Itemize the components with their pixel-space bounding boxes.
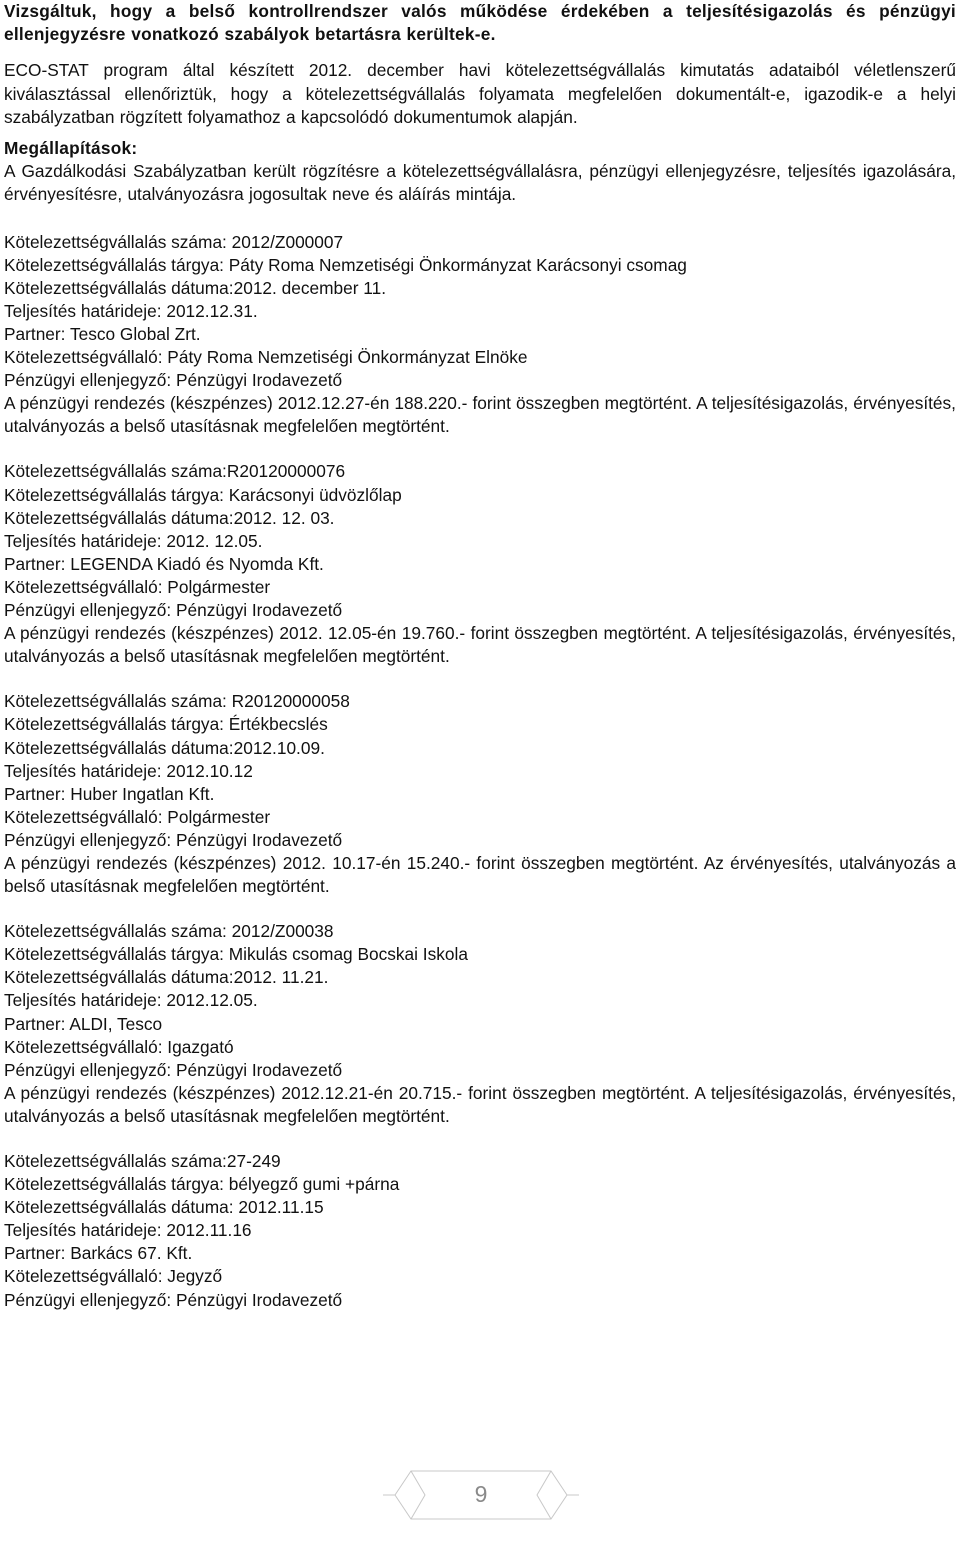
commitment-number: Kötelezettségvállalás száma:27-249: [4, 1151, 281, 1171]
commitment-subject: Kötelezettségvállalás tárgya: Páty Roma Nemzetiségi Önkormányzat Karácsonyi csomag: [4, 254, 687, 275]
spacer: [4, 438, 956, 460]
method-paragraph: ECO-STAT program által készített 2012. december havi kötelezettségvállalás kimutatás adataiból véletlenszerű kiválasztással ellenőriztük, hogy a kötelezettségvállalás folyamata megfelelően dokumentált-e, igazodik-e a helyi szabályzatban rögzített folyamathoz a kapcsolódó dokumentumok alapján.: [4, 60, 956, 127]
commitment-date: Kötelezettségvállalás dátuma:2012. 12. 03.: [4, 507, 335, 528]
document-page: [4, 0, 956, 1559]
partner: Partner: LEGENDA Kiadó és Nyomda Kft.: [4, 553, 324, 574]
partner: Partner: Huber Ingatlan Kft.: [4, 783, 215, 804]
settlement-text: A pénzügyi rendezés (készpénzes) 2012. 12.05-én 19.760.- forint összegben megtörtént. A teljesítésigazolás, érvényesítés, utalványozás a belső utasításnak megfelelően megtörtént.: [4, 623, 956, 667]
commitment-maker: Kötelezettségvállaló: Polgármester: [4, 806, 271, 827]
settlement-text: A pénzügyi rendezés (készpénzes) 2012.12.21-én 20.715.- forint összegben megtörtént. A teljesítésigazolás, érvényesítés, utalványozás a belső utasításnak megfelelően megtörtént.: [4, 1082, 956, 1126]
financial-countersigner: Pénzügyi ellenjegyző: Pénzügyi Irodavezető: [4, 1289, 343, 1310]
commitment-maker: Kötelezettségvállaló: Igazgató: [4, 1036, 234, 1057]
financial-countersigner: Pénzügyi ellenjegyző: Pénzügyi Irodavezető: [4, 600, 343, 621]
completion-deadline: Teljesítés határideje: 2012.11.16: [4, 1220, 252, 1241]
completion-deadline: Teljesítés határideje: 2012.10.12: [4, 760, 253, 781]
commitment-record-2: [4, 460, 956, 668]
commitment-subject: Kötelezettségvállalás tárgya: Karácsonyi üdvözlőlap: [4, 484, 402, 505]
commitment-record-4: [4, 920, 956, 1128]
commitment-maker: Kötelezettségvállaló: Polgármester: [4, 576, 271, 597]
commitment-maker: Kötelezettségvállaló: Páty Roma Nemzetiségi Önkormányzat Elnöke: [4, 347, 528, 368]
commitment-number: Kötelezettségvállalás száma: 2012/Z000007: [4, 231, 344, 252]
completion-deadline: Teljesítés határideje: 2012.12.05.: [4, 990, 258, 1011]
findings-paragraph: A Gazdálkodási Szabályzatban került rögzítésre a kötelezettségvállalásra, pénzügyi ellenjegyzésre, teljesítés igazolására, érvényesítésre, utalványozásra jogosultak neve és aláírás mintája.: [4, 161, 956, 205]
completion-deadline: Teljesítés határideje: 2012. 12.05.: [4, 530, 263, 551]
settlement-text: A pénzügyi rendezés (készpénzes) 2012.12.27-én 188.220.- forint összegben megtörtént. A teljesítésigazolás, érvényesítés, utalványozás a belső utasításnak megfelelően megtörtént.: [4, 393, 956, 437]
commitment-number: Kötelezettségvállalás száma: 2012/Z00038: [4, 921, 334, 942]
commitment-maker: Kötelezettségvállaló: Jegyző: [4, 1266, 223, 1287]
commitment-number: Kötelezettségvállalás száma:R20120000076: [4, 461, 346, 482]
spacer: [4, 207, 956, 231]
financial-countersigner: Pénzügyi ellenjegyző: Pénzügyi Irodavezető: [4, 829, 343, 850]
commitment-number: Kötelezettségvállalás száma: R20120000058: [4, 691, 350, 712]
intro-paragraph: Vizsgáltuk, hogy a belső kontrollrendszer valós működése érdekében a teljesítésigazolás és pénzügyi ellenjegyzésre vonatkozó szabályok betartásra kerültek-e.: [4, 1, 956, 45]
commitment-record-3: [4, 690, 956, 898]
spacer: [4, 668, 956, 690]
partner: Partner: Tesco Global Zrt.: [4, 324, 201, 344]
commitment-record-1: [4, 231, 956, 439]
commitment-subject: Kötelezettségvállalás tárgya: bélyegző gumi +párna: [4, 1174, 400, 1195]
commitment-date: Kötelezettségvállalás dátuma:2012. 11.21.: [4, 967, 329, 988]
page-number-badge: [377, 1461, 585, 1529]
page-number: 9: [474, 1481, 488, 1507]
commitment-date: Kötelezettségvállalás dátuma:2012. december 11.: [4, 277, 387, 298]
financial-countersigner: Pénzügyi ellenjegyző: Pénzügyi Irodavezető: [4, 370, 343, 391]
commitment-subject: Kötelezettségvállalás tárgya: Mikulás csomag Bocskai Iskola: [4, 944, 468, 965]
commitment-date: Kötelezettségvállalás dátuma: 2012.11.15: [4, 1197, 324, 1218]
findings-heading: Megállapítások:: [4, 138, 138, 159]
financial-countersigner: Pénzügyi ellenjegyző: Pénzügyi Irodavezető: [4, 1059, 343, 1080]
spacer: [4, 898, 956, 920]
commitment-date: Kötelezettségvállalás dátuma:2012.10.09.: [4, 737, 325, 758]
spacer: [4, 46, 956, 59]
spacer: [4, 1128, 956, 1150]
partner: Partner: ALDI, Tesco: [4, 1013, 163, 1034]
spacer: [4, 129, 956, 137]
commitment-subject: Kötelezettségvállalás tárgya: Értékbecslés: [4, 714, 328, 735]
completion-deadline: Teljesítés határideje: 2012.12.31.: [4, 300, 258, 321]
partner: Partner: Barkács 67. Kft.: [4, 1243, 193, 1264]
settlement-text: A pénzügyi rendezés (készpénzes) 2012. 10.17-én 15.240.- forint összegben megtörtént. Az érvényesítés, utalványozás a belső utasításnak megfelelően megtörtént.: [4, 852, 956, 897]
commitment-record-5: [4, 1150, 956, 1312]
